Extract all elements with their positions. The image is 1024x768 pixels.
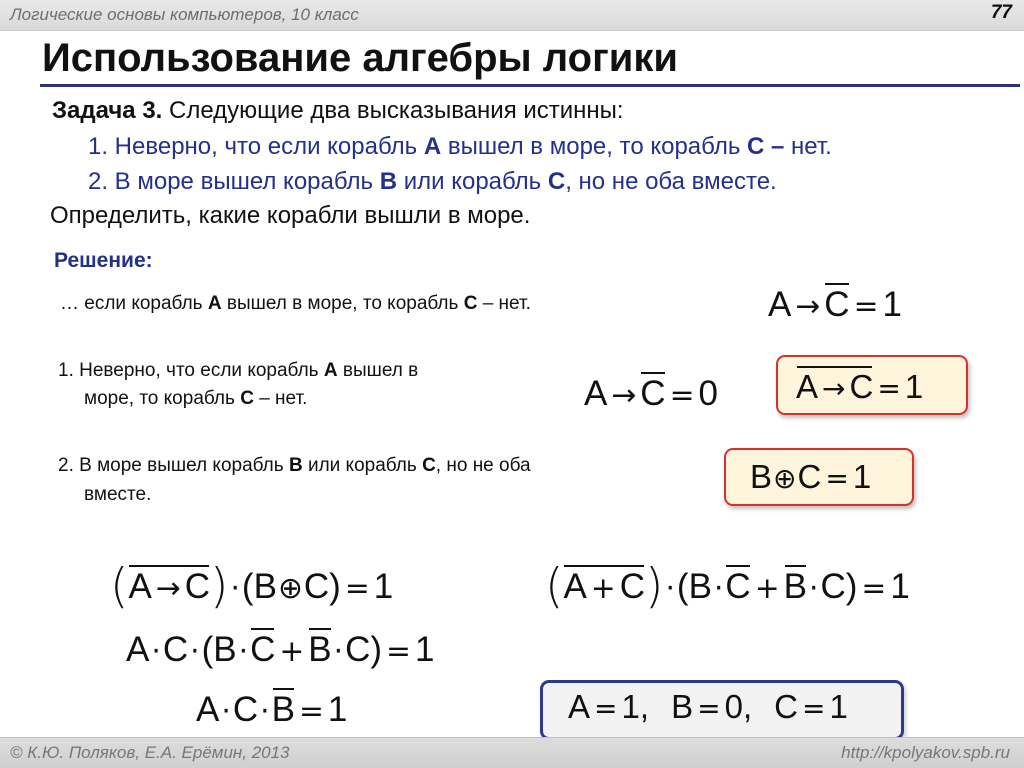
- s1-text: 1. Неверно, что если корабль: [88, 133, 424, 160]
- line1a-ship-a: A: [323, 360, 338, 381]
- left-paren-small: (: [676, 567, 689, 606]
- value-zero: 0: [698, 374, 718, 413]
- solution-line-2a: [58, 455, 531, 477]
- var-b: B: [253, 567, 277, 606]
- or-op: +: [590, 571, 616, 606]
- task-label: Задача 3.: [52, 97, 163, 124]
- site-link[interactable]: http://kpolyakov.spb.ru: [841, 743, 1010, 762]
- var-a: A: [196, 690, 220, 729]
- var-c: C: [162, 630, 189, 669]
- var-c: C: [345, 630, 371, 669]
- header-bar: [0, 0, 1024, 31]
- solution-line-2b: вместе.: [84, 484, 152, 505]
- s2-text: 2. В море вышел корабль: [88, 168, 380, 195]
- formula-simplified: [196, 692, 347, 727]
- var-c: C: [820, 567, 846, 606]
- right-paren: ): [210, 559, 229, 614]
- eq-op: =: [853, 289, 879, 324]
- line1b-text-post: – нет.: [253, 388, 308, 409]
- value-one: 1: [904, 368, 924, 405]
- var-not-b: B: [783, 567, 807, 606]
- formula-expanded: [126, 632, 434, 667]
- task-statement-1: [88, 133, 832, 161]
- var-not-c: C: [849, 368, 874, 405]
- xor-op: ⊕: [277, 571, 303, 606]
- var-not-c: C: [725, 567, 751, 606]
- line2a-text-post: , но не оба: [435, 455, 531, 476]
- and-op: ·: [260, 694, 270, 729]
- and-op: ·: [238, 634, 249, 669]
- var-not-c: C: [250, 630, 276, 669]
- task-intro: [52, 97, 624, 125]
- var-not-b: B: [271, 690, 295, 729]
- right-paren: ): [370, 630, 383, 669]
- and-op: ·: [221, 694, 231, 729]
- var-b: B: [688, 567, 712, 606]
- author-credit: © К.Ю. Поляков, Е.А. Ерёмин, 2013: [10, 743, 290, 762]
- line0-ship-c: C: [463, 293, 478, 314]
- eq-op: =: [861, 571, 887, 606]
- eq-op: =: [669, 378, 695, 413]
- eq-op: =: [801, 692, 826, 725]
- formula-b-xor-c: [750, 460, 871, 493]
- line2a-text: 2. В море вышел корабль: [58, 455, 289, 476]
- and-op: ·: [713, 571, 724, 606]
- s1-ship-a: A: [423, 133, 442, 160]
- var-a: A: [584, 374, 608, 413]
- s2-ship-b: B: [379, 168, 398, 195]
- formula-combined-2: [545, 559, 910, 614]
- formula-combined-1: [110, 559, 394, 614]
- solution-line-1a: [58, 360, 418, 382]
- right-paren-small: ): [845, 567, 858, 606]
- var-c: C: [797, 458, 822, 495]
- and-op: ·: [665, 571, 675, 606]
- var-not-a: A: [563, 567, 587, 606]
- right-paren: ): [645, 559, 664, 614]
- line2a-text-mid: или корабль: [302, 455, 423, 476]
- var-not-c: C: [184, 567, 211, 606]
- and-op: ·: [151, 634, 161, 669]
- value-one: 1: [621, 688, 640, 725]
- or-op: +: [754, 571, 780, 606]
- s2-ship-c: C: [547, 168, 566, 195]
- var-not-b: B: [308, 630, 332, 669]
- solution-label: Решение:: [54, 249, 153, 272]
- implies-op: →: [822, 372, 846, 405]
- comma: ,: [742, 688, 753, 725]
- line1a-text-post: вышел в: [337, 360, 419, 381]
- line0-text-post: – нет.: [477, 293, 531, 314]
- s2-text-post: , но не оба вместе.: [565, 168, 777, 195]
- negated-implication-group: [128, 569, 210, 604]
- negated-implication-group: [796, 370, 873, 403]
- xor-op: ⊕: [773, 462, 797, 495]
- eq-op: =: [877, 372, 901, 405]
- right-paren-small: ): [329, 567, 341, 606]
- value-one: 1: [327, 690, 348, 729]
- left-paren-small: (: [241, 567, 254, 606]
- course-label: Логические основы компьютеров, 10 класс: [10, 5, 359, 24]
- eq-op: =: [344, 571, 370, 606]
- task-intro-text: Следующие два высказывания истинны:: [162, 97, 624, 124]
- value-one: 1: [852, 458, 872, 495]
- value-one: 1: [373, 567, 394, 606]
- and-op: ·: [333, 634, 344, 669]
- var-a: A: [568, 688, 591, 725]
- line1a-text: 1. Неверно, что если корабль: [58, 360, 324, 381]
- line0-text: … если корабль: [60, 293, 208, 314]
- footer-bar: [0, 737, 1024, 768]
- page-number: 77: [990, 2, 1012, 23]
- left-paren: (: [201, 630, 214, 669]
- value-zero: 0: [724, 688, 743, 725]
- task-question: Определить, какие корабли вышли в море.: [50, 202, 531, 229]
- eq-op: =: [697, 692, 721, 725]
- task-statement-2: [88, 168, 777, 196]
- line2a-ship-b: B: [288, 455, 303, 476]
- var-not-c: C: [640, 374, 666, 413]
- implies-op: →: [795, 289, 821, 324]
- title-underline: [40, 84, 1020, 87]
- value-one: 1: [829, 688, 848, 725]
- formula-a-implies-not-c-zero: [584, 376, 718, 411]
- formula-a-implies-not-c: [768, 287, 902, 322]
- line1b-text: море, то корабль: [84, 388, 241, 409]
- value-one: 1: [890, 567, 910, 606]
- formula-negated-implication: [796, 370, 923, 403]
- var-c: C: [303, 567, 330, 606]
- formula-answer: [568, 690, 848, 723]
- var-b: B: [213, 630, 237, 669]
- value-one: 1: [882, 285, 902, 324]
- or-op: +: [279, 634, 305, 669]
- eq-op: =: [298, 694, 324, 729]
- and-op: ·: [808, 571, 819, 606]
- implies-op: →: [611, 378, 637, 413]
- negated-sum-group: [563, 569, 645, 604]
- var-not-c: C: [824, 285, 850, 324]
- s2-text-mid: или корабль: [397, 168, 548, 195]
- s1-text-post: нет.: [784, 133, 832, 160]
- line1b-ship-c: C: [240, 388, 254, 409]
- comma: ,: [639, 688, 650, 725]
- implies-op: →: [155, 571, 181, 606]
- and-op: ·: [230, 571, 240, 606]
- var-a: A: [796, 368, 819, 405]
- left-paren: (: [545, 559, 564, 614]
- var-a: A: [128, 567, 152, 606]
- eq-op: =: [594, 692, 618, 725]
- var-b: B: [671, 688, 694, 725]
- var-c: C: [232, 690, 259, 729]
- s1-ship-c: C –: [747, 133, 785, 160]
- var-b: B: [750, 458, 773, 495]
- var-c: C: [774, 688, 798, 725]
- solution-line-0: [60, 293, 531, 315]
- eq-op: =: [386, 634, 411, 669]
- var-a: A: [126, 630, 150, 669]
- and-op: ·: [190, 634, 200, 669]
- solution-line-1b: [84, 388, 307, 410]
- var-not-c: C: [619, 567, 646, 606]
- slide-title: Использование алгебры логики: [42, 36, 678, 80]
- left-paren: (: [110, 559, 129, 614]
- line2a-ship-c: C: [422, 455, 436, 476]
- line0-text-mid: вышел в море, то корабль: [221, 293, 464, 314]
- value-one: 1: [414, 630, 435, 669]
- var-a: A: [768, 285, 792, 324]
- eq-op: =: [825, 462, 849, 495]
- line0-ship-a: A: [207, 293, 222, 314]
- s1-text-mid: вышел в море, то корабль: [441, 133, 747, 160]
